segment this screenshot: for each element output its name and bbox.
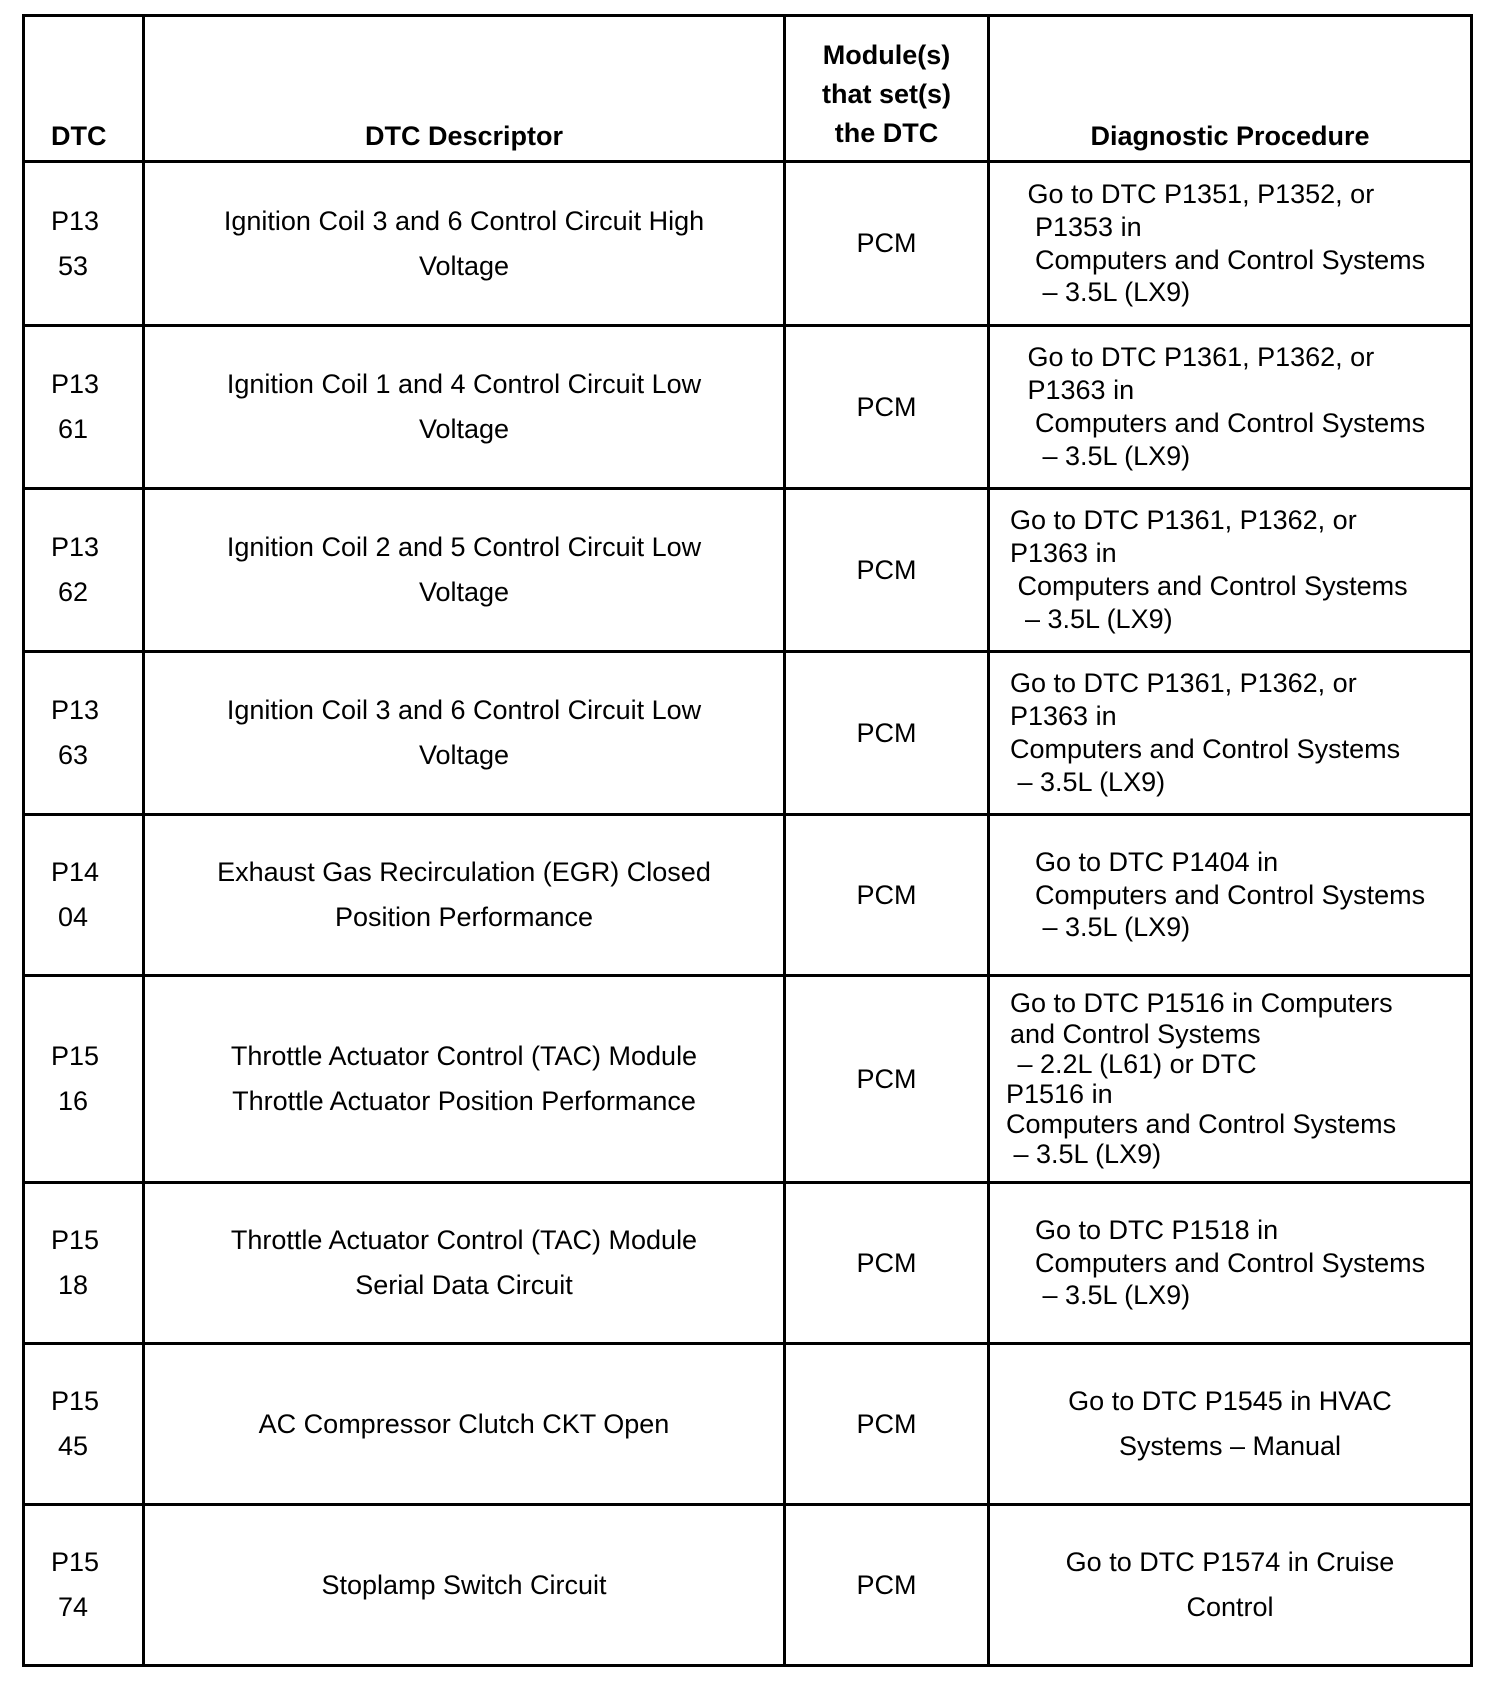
dtc-code bbox=[24, 489, 144, 652]
dtc-code-part1: P13 bbox=[51, 369, 100, 400]
dtc-code-part1: P14 bbox=[51, 857, 100, 888]
diagnostic-procedure bbox=[989, 1183, 1472, 1344]
procedure-line: Systems – Manual bbox=[1118, 1431, 1342, 1461]
descriptor-line: Exhaust Gas Recirculation (EGR) Closed bbox=[217, 857, 711, 888]
descriptor-line: Throttle Actuator Control (TAC) Module bbox=[230, 1225, 698, 1256]
diagnostic-procedure bbox=[989, 326, 1472, 489]
dtc-descriptor bbox=[144, 1344, 785, 1505]
header-module-line: the DTC bbox=[834, 117, 939, 148]
descriptor-line: Ignition Coil 2 and 5 Control Circuit Low bbox=[226, 532, 702, 563]
dtc-code-part2: 61 bbox=[58, 414, 89, 444]
procedure-line: – 3.5L (LX9) bbox=[1020, 440, 1191, 471]
module-cell: PCM bbox=[785, 652, 989, 815]
descriptor-line: Ignition Coil 1 and 4 Control Circuit Low bbox=[226, 369, 702, 400]
descriptor-line: Throttle Actuator Position Performance bbox=[232, 1086, 696, 1116]
descriptor-line: Serial Data Circuit bbox=[355, 1270, 573, 1300]
dtc-code-part2: 74 bbox=[58, 1592, 89, 1622]
dtc-code-part1: P13 bbox=[51, 532, 100, 563]
dtc-code-part1: P15 bbox=[51, 1225, 100, 1256]
dtc-table bbox=[22, 14, 1473, 1667]
descriptor-line: Voltage bbox=[418, 414, 510, 444]
procedure-line: – 3.5L (LX9) bbox=[1010, 603, 1173, 634]
diagnostic-procedure bbox=[989, 815, 1472, 976]
table-row bbox=[24, 1183, 1472, 1344]
table-row bbox=[24, 976, 1472, 1183]
module-cell: PCM bbox=[785, 815, 989, 976]
procedure-line: Computers and Control Systems bbox=[1020, 244, 1426, 275]
module-cell: PCM bbox=[785, 162, 989, 326]
dtc-descriptor bbox=[144, 162, 785, 326]
diagnostic-procedure bbox=[989, 652, 1472, 815]
dtc-descriptor bbox=[144, 326, 785, 489]
procedure-line: Go to DTC P1574 in Cruise bbox=[1065, 1547, 1395, 1578]
dtc-code-part2: 16 bbox=[58, 1086, 89, 1116]
header-row bbox=[24, 16, 1472, 162]
module-cell: PCM bbox=[785, 1344, 989, 1505]
header-dtc: DTC bbox=[24, 16, 144, 162]
dtc-code-part1: P15 bbox=[51, 1041, 100, 1072]
descriptor-line: AC Compressor Clutch CKT Open bbox=[258, 1408, 670, 1439]
procedure-line: Go to DTC P1516 in Computers bbox=[1010, 988, 1393, 1019]
dtc-descriptor bbox=[144, 1183, 785, 1344]
dtc-code bbox=[24, 326, 144, 489]
table-row bbox=[24, 1344, 1472, 1505]
diagnostic-procedure bbox=[989, 976, 1472, 1183]
dtc-descriptor bbox=[144, 815, 785, 976]
dtc-descriptor bbox=[144, 489, 785, 652]
module-cell: PCM bbox=[785, 976, 989, 1183]
dtc-code-part2: 62 bbox=[58, 577, 89, 607]
dtc-code bbox=[24, 815, 144, 976]
procedure-line: – 3.5L (LX9) bbox=[1020, 1280, 1191, 1311]
module-cell: PCM bbox=[785, 326, 989, 489]
procedure-line: Go to DTC P1361, P1362, or bbox=[1020, 342, 1375, 373]
table-row bbox=[24, 326, 1472, 489]
descriptor-line: Voltage bbox=[418, 577, 510, 607]
dtc-code-part2: 53 bbox=[58, 250, 89, 281]
module-cell: PCM bbox=[785, 1505, 989, 1666]
procedure-line: – 3.5L (LX9) bbox=[1020, 277, 1191, 308]
procedure-line: Computers and Control Systems bbox=[1020, 879, 1426, 910]
procedure-line: Computers and Control Systems bbox=[1020, 1247, 1426, 1278]
procedure-line: – 3.5L (LX9) bbox=[1020, 912, 1191, 943]
header-module-line: that set(s) bbox=[821, 78, 951, 109]
diagnostic-procedure bbox=[989, 1505, 1472, 1666]
procedure-line: P1353 in bbox=[1020, 211, 1142, 242]
dtc-code-part2: 63 bbox=[58, 740, 89, 770]
procedure-line: Go to DTC P1404 in bbox=[1020, 846, 1279, 877]
dtc-descriptor bbox=[144, 652, 785, 815]
diagnostic-procedure bbox=[989, 162, 1472, 326]
procedure-line: Computers and Control Systems bbox=[1020, 408, 1426, 438]
header-module-line: Module(s) bbox=[822, 39, 951, 70]
procedure-line: P1516 in bbox=[1006, 1079, 1113, 1109]
procedure-line: – 2.2L (L61) or DTC bbox=[1010, 1048, 1257, 1079]
dtc-code bbox=[24, 976, 144, 1183]
procedure-line: Computers and Control Systems bbox=[1010, 571, 1408, 601]
dtc-code-part1: P15 bbox=[51, 1547, 100, 1578]
diagnostic-procedure bbox=[989, 489, 1472, 652]
header-descriptor: DTC Descriptor bbox=[144, 16, 785, 162]
diagnostic-procedure bbox=[989, 1344, 1472, 1505]
dtc-code-part1: P13 bbox=[51, 695, 100, 726]
module-cell: PCM bbox=[785, 489, 989, 652]
descriptor-line: Ignition Coil 3 and 6 Control Circuit High bbox=[223, 205, 705, 236]
descriptor-line: Throttle Actuator Control (TAC) Module bbox=[230, 1041, 698, 1072]
procedure-line: Computers and Control Systems bbox=[1010, 734, 1401, 764]
dtc-code-part2: 18 bbox=[58, 1270, 89, 1300]
dtc-code bbox=[24, 1505, 144, 1666]
table-row bbox=[24, 162, 1472, 326]
dtc-code-part1: P15 bbox=[51, 1386, 100, 1417]
descriptor-line: Ignition Coil 3 and 6 Control Circuit Low bbox=[226, 695, 702, 726]
dtc-code bbox=[24, 1183, 144, 1344]
procedure-line: Go to DTC P1545 in HVAC bbox=[1068, 1386, 1392, 1417]
procedure-line: and Control Systems bbox=[1010, 1018, 1261, 1049]
dtc-code bbox=[24, 1344, 144, 1505]
dtc-code-part2: 04 bbox=[58, 902, 89, 932]
dtc-descriptor bbox=[144, 1505, 785, 1666]
descriptor-line: Voltage bbox=[418, 740, 510, 770]
header-procedure: Diagnostic Procedure bbox=[989, 16, 1472, 162]
procedure-line: – 3.5L (LX9) bbox=[1006, 1139, 1162, 1170]
table-row bbox=[24, 815, 1472, 976]
procedure-line: Go to DTC P1351, P1352, or bbox=[1020, 178, 1375, 209]
table-row bbox=[24, 1505, 1472, 1666]
procedure-line: Control bbox=[1186, 1592, 1274, 1622]
dtc-code bbox=[24, 162, 144, 326]
dtc-code-part1: P13 bbox=[51, 205, 100, 236]
procedure-line: – 3.5L (LX9) bbox=[1010, 766, 1166, 797]
procedure-line: Go to DTC P1361, P1362, or bbox=[1010, 668, 1357, 699]
table-row bbox=[24, 652, 1472, 815]
procedure-line: Go to DTC P1518 in bbox=[1020, 1214, 1279, 1245]
descriptor-line: Stoplamp Switch Circuit bbox=[321, 1569, 607, 1600]
module-cell: PCM bbox=[785, 1183, 989, 1344]
dtc-code bbox=[24, 652, 144, 815]
header-module bbox=[785, 16, 989, 162]
dtc-descriptor bbox=[144, 976, 785, 1183]
procedure-line: Go to DTC P1361, P1362, or bbox=[1010, 505, 1357, 536]
descriptor-line: Position Performance bbox=[334, 902, 594, 932]
procedure-line: P1363 in bbox=[1010, 538, 1117, 569]
procedure-line: P1363 in bbox=[1010, 701, 1117, 732]
procedure-line: P1363 in bbox=[1020, 375, 1135, 406]
dtc-code-part2: 45 bbox=[58, 1431, 89, 1461]
table-row bbox=[24, 489, 1472, 652]
procedure-line: Computers and Control Systems bbox=[1006, 1109, 1397, 1140]
descriptor-line: Voltage bbox=[418, 250, 510, 281]
